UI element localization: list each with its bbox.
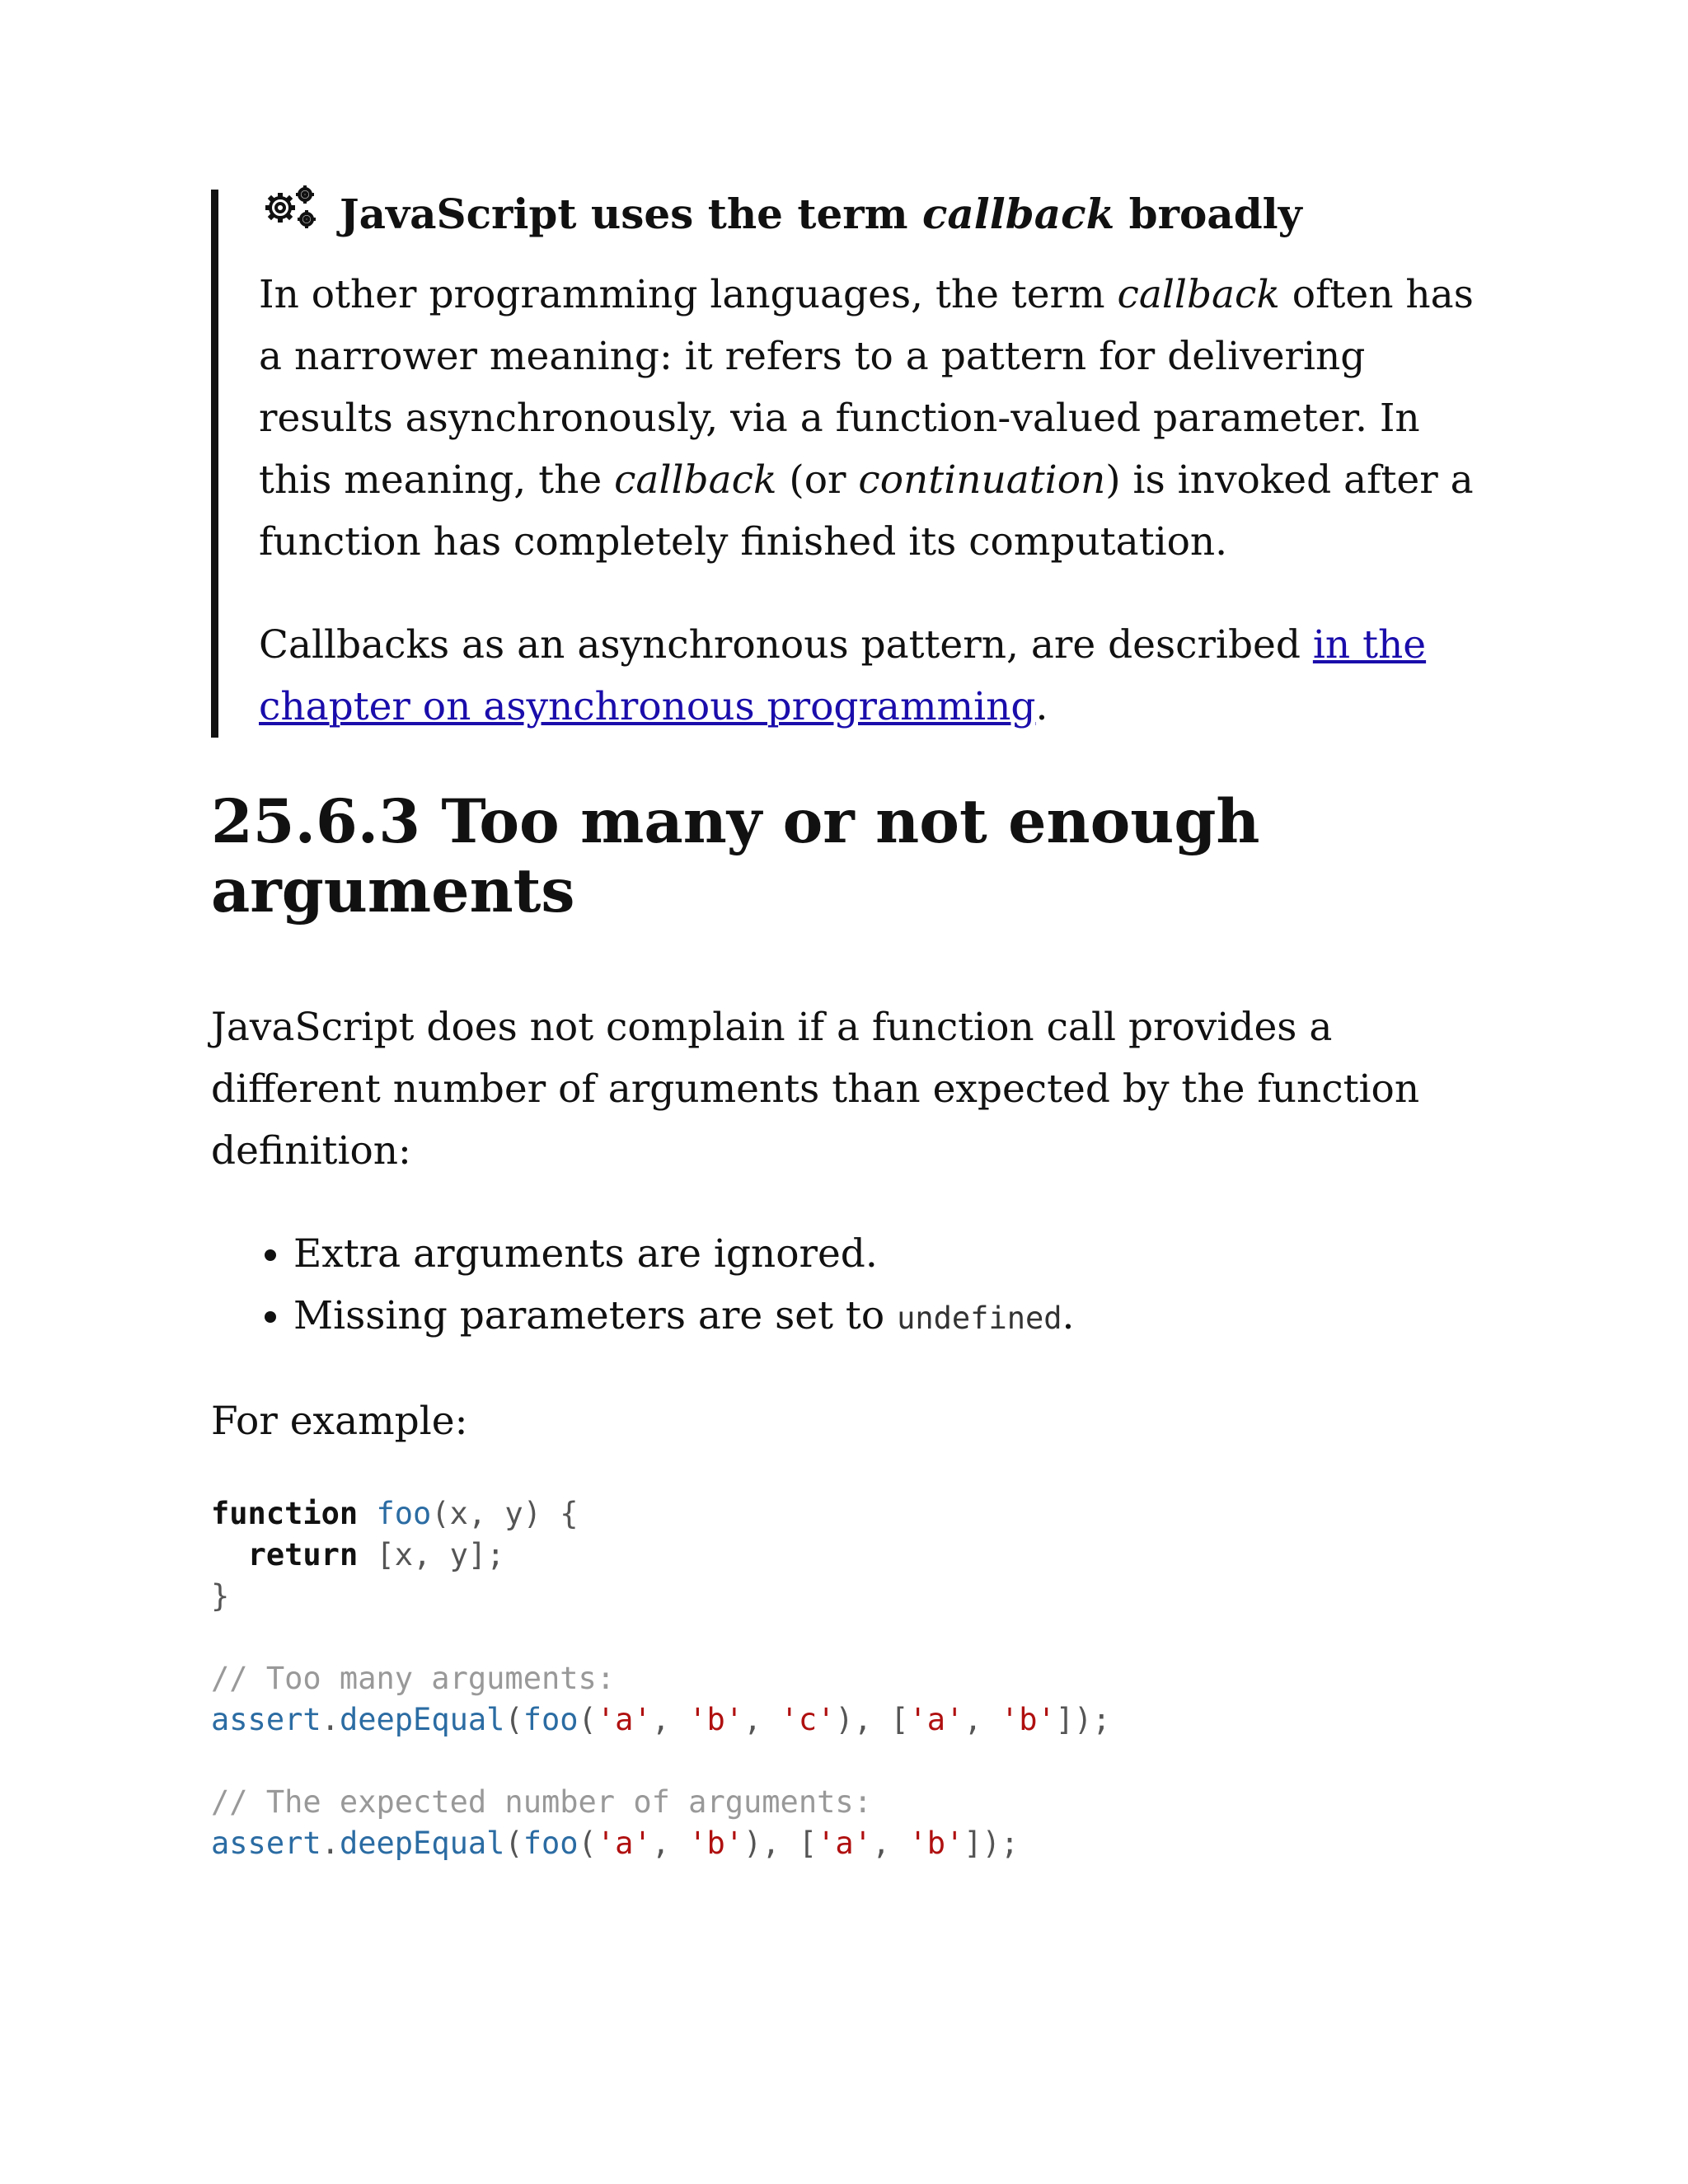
list-item: • Extra arguments are ignored. [293,1223,1497,1285]
callout-box [211,190,1497,738]
callout-title [259,190,1497,239]
callout-title-text: JavaScript uses the term callback broadly [340,190,1302,238]
callout-paragraph-2: Callbacks as an asynchronous pattern, are described in the chapter on asynchronous programming. [259,622,1427,729]
intro-paragraph: JavaScript does not complain if a function call provides a different number of arguments than expected by the function definition: [211,1005,1420,1174]
section-heading: 25.6.3 Too many or not enough arguments [211,786,1260,926]
callout-paragraph-1: In other programming languages, the term callback often has a narrower meaning: it refers to a pattern for delivering results asynchronously, via a function-valued parameter. In this meaning, the callback (or continuation) is invoked after a function has completely finished its computation. [259,272,1474,565]
page-content [211,190,1497,1864]
gears-icon [259,183,320,234]
code-block: function foo(x, y) { return [x, y]; } // Too many arguments: assert.deepEqual(foo('a', 'b', 'c'), ['a', 'b']); // The expected number of arguments: assert.deepEqual(foo('a', 'b'), ['a', 'b']); [211,1496,1111,1861]
list-item: • Missing parameters are set to undefined. [293,1285,1497,1349]
example-label: For example: [211,1399,468,1444]
inline-code: undefined [897,1301,1062,1336]
async-chapter-link[interactable]: in the chapter on asynchronous programming [259,622,1427,729]
bullet-list [211,1223,1497,1349]
